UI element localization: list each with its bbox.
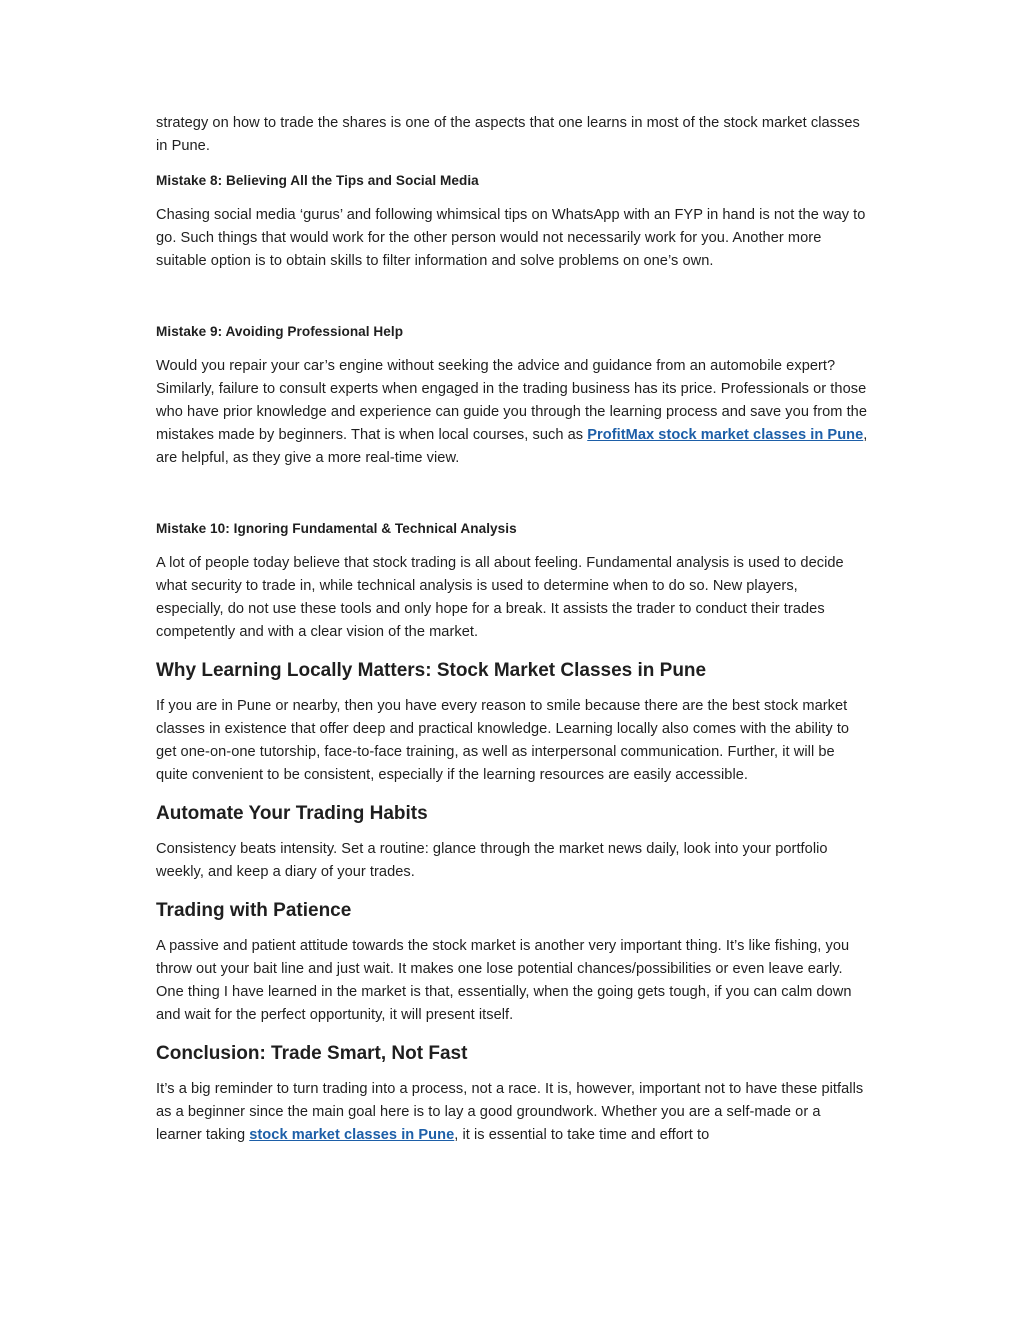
- local-learning-paragraph: If you are in Pune or nearby, then you have every reason to smile because there are the best stock market classes in existence that offer deep and practical knowledge. Learning locally also comes with the ability to get one-on-one tutorship, face-to-face training, as well as interpersonal communication. Further, it will be quite convenient to be consistent, especially if the learning resources are easily accessible.: [156, 698, 850, 783]
- document-page: [156, 112, 868, 1147]
- patience-paragraph: A passive and patient attitude towards the stock market is another very important thing. It’s like fishing, you throw out your bait line and just wait. It makes one lose potential chances/possibilities or even leave early. One thing I have learned in the market is that, essentially, when the going gets tough, if you can calm down and wait for the perfect opportunity, it will present itself.: [156, 938, 852, 1023]
- mistake-9-paragraph: [156, 355, 868, 470]
- mistake-8-paragraph: Chasing social media ‘gurus’ and following whimsical tips on WhatsApp with an FYP in hand is not the way to go. Such things that would work for the other person would not necessarily work for you. Another more suitable option is to obtain skills to filter information and solve problems on one’s own.: [156, 207, 866, 269]
- conclusion-heading: Conclusion: Trade Smart, Not Fast: [156, 1043, 468, 1064]
- automate-habits-heading: Automate Your Trading Habits: [156, 803, 428, 824]
- intro-paragraph: strategy on how to trade the shares is one of the aspects that one learns in most of the stock market classes in Pune.: [156, 115, 860, 154]
- patience-heading: Trading with Patience: [156, 900, 352, 921]
- profitmax-classes-link[interactable]: ProfitMax stock market classes in Pune: [587, 427, 864, 443]
- conclusion-text-after: , it is essential to take time and effort to: [454, 1127, 710, 1143]
- mistake-9-text-before: Would you repair your car’s engine without seeking the advice and guidance from an automobile expert? Similarly, failure to consult experts when engaged in the trading business has its price. Professionals or those who have prior knowledge and experience can guide you through the learning process and save you from the mistakes made by beginners. That is when local courses, such as: [156, 358, 868, 443]
- conclusion-paragraph: [156, 1078, 868, 1147]
- stock-market-classes-link[interactable]: stock market classes in Pune: [249, 1127, 455, 1143]
- mistake-10-paragraph: A lot of people today believe that stock trading is all about feeling. Fundamental analysis is used to decide what security to trade in, while technical analysis is used to determine when to do so. New players, especially, do not use these tools and only hope for a break. It assists the trader to conduct their trades competently and with a clear vision of the market.: [156, 555, 844, 640]
- mistake-9-title: Mistake 9: Avoiding Professional Help: [156, 324, 404, 339]
- conclusion-text-before: It’s a big reminder to turn trading into a process, not a race. It is, however, important not to have these pitfalls as a beginner since the main goal here is to lay a good groundwork. Whether you are a self-made or a learner taking: [156, 1081, 864, 1143]
- mistake-10-title: Mistake 10: Ignoring Fundamental & Technical Analysis: [156, 521, 517, 536]
- mistake-9-text-after: , are helpful, as they give a more real-time view.: [156, 427, 868, 466]
- local-learning-heading: Why Learning Locally Matters: Stock Market Classes in Pune: [156, 660, 707, 681]
- mistake-8-title: Mistake 8: Believing All the Tips and Social Media: [156, 173, 479, 188]
- automate-habits-paragraph: Consistency beats intensity. Set a routine: glance through the market news daily, look into your portfolio weekly, and keep a diary of your trades.: [156, 841, 828, 880]
